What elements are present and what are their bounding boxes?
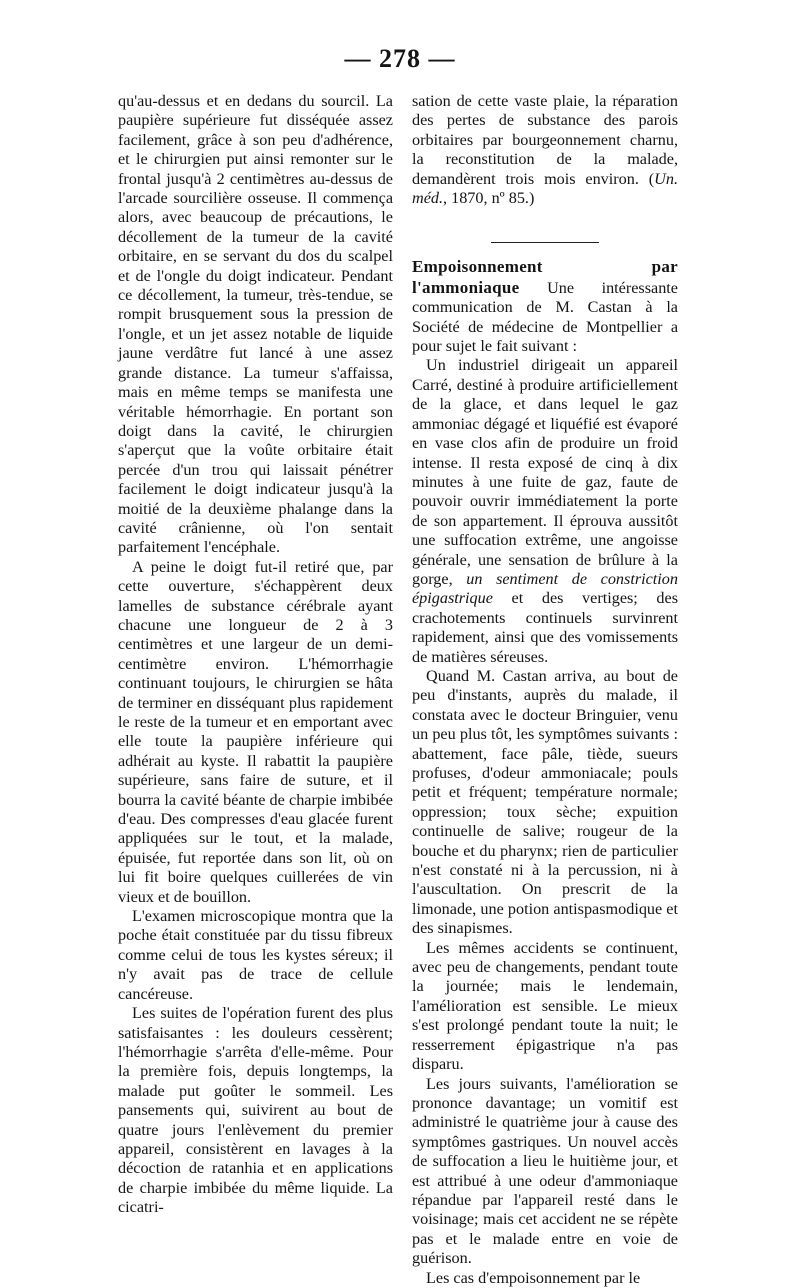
paragraph-text: et des vertiges; des crachotements continuels survinrent rapidement, ainsi que des vomissements de matières séreuses.: [412, 589, 678, 666]
page-number: — 278 —: [344, 44, 456, 73]
paragraph: Les jours suivants, l'amélioration se prononce davantage; un vomitif est administré le quatrième jour à cause des symptômes gastriques. Un nouvel accès de suffocation a lieu le huitième jour, et est attribué à une odeur d'ammoniaque répandue par l'appareil resté dans le voisinage; mais cet accident ne se répète pas et le malade entre en voie de guérison.: [412, 1074, 678, 1268]
paragraph: L'examen microscopique montra que la poche était constituée par du tissu fibreux comme celui de tous les kystes séreux; il n'y avait pas de trace de cellule cancéreuse.: [118, 907, 393, 1003]
left-column: [118, 92, 393, 1218]
paragraph: [412, 92, 678, 208]
italic-phrase: un sentiment de constriction épigastrique: [412, 569, 678, 608]
paragraph-text: sation de cette vaste plaie, la réparation des pertes de substance des parois orbitaires par bourgeonnement charnu, la reconstitution de la malade, demandèrent trois mois environ. (: [412, 92, 678, 188]
paragraph-text: Un industriel dirigeait un appareil Carré, destiné à produire artificiellement de la glace, et dans lequel le gaz ammoniac dégagé et liquéfié est évaporé en vase clos afin de produire un froid intense. Il resta exposé de cinq à dix minutes à une fuite de gaz, faute de pouvoir ouvrir immédiatement la porte de son appartement. Il éprouva aussitôt une suffocation extrême, une angoisse générale, une sensation de brûlure à la gorge,: [412, 356, 678, 588]
citation-ref: , 1870, nº 85.): [443, 189, 535, 208]
paragraph: Les cas d'empoisonnement par le: [426, 1268, 641, 1287]
section-intro: [412, 257, 678, 356]
paragraph: [412, 356, 678, 667]
paragraph-text: Une intéressante communication de M. Castan à la Société de médecine de Montpellier a pour sujet le fait suivant :: [412, 278, 678, 356]
paragraph: A peine le doigt fut-il retiré que, par cette ouverture, s'échappèrent deux lamelles de substance cérébrale ayant chacune une longueur de 2 à 3 centimètres et une largeur de un demi-centimètre environ. L'hémorrhagie continuant toujours, le chirurgien se hâta de terminer en disséquant plus rapidement le reste de la tumeur et en emportant avec elle toute la paupière inférieure qui adhérait au kyste. Il rabattit la paupière supérieure, sans faire de suture, et il bourra la cavité béante de charpie imbibée d'eau. Des compresses d'eau glacée furent appliquées sur le tout, et la malade, épuisée, fut reportée dans son lit, où on lui fit boire quelques cuillerées de vin vieux et de bouillon.: [118, 557, 393, 906]
paragraph: Les mêmes accidents se continuent, avec peu de changements, pendant toute la journée; mais le lendemain, l'amélioration est sensible. Le mieux s'est prolongé pendant toute la nuit; le resserrement épigastrique n'a pas disparu.: [412, 938, 678, 1074]
section-headline: Empoisonnement par l'ammoniaque: [412, 257, 678, 297]
citation-journal: Un. méd.: [412, 169, 678, 208]
paragraph: Quand M. Castan arriva, au bout de peu d'instants, auprès du malade, il constata avec le docteur Bringuier, venu un peu plus tôt, les symptômes suivants : abattement, face pâle, tiède, sueurs profuses, d'odeur ammoniacale; pouls petit et fréquent; température normale; oppression; toux sèche; expuition continuelle de salive; rougeur de la bouche et du pharynx; rien de particulier n'est constaté ni à la percussion, ni à l'auscultation. On prescrit de la limonade, une potion antispasmodique et des sinapismes.: [412, 666, 678, 938]
paragraph: qu'au-dessus et en dedans du sourcil. La paupière supérieure fut disséquée assez facilement, grâce à son peu d'adhérence, et le chirurgien put ainsi remonter sur le frontal jusqu'à 2 centimètres au-dessus de l'arcade sourcilière osseuse. Il commença alors, avec beaucoup de précautions, le décollement de la tumeur de la cavité orbitaire, en se servant du dos du scalpel et de l'ongle du doigt indicateur. Pendant ce décollement, la tumeur, très-tendue, se rompit brusquement sous la pression de l'ongle, et un jet assez notable de liquide jaune verdâtre fut lancé à une assez grande distance. La tumeur s'affaissa, mais en même temps se manifesta une véritable hémorrhagie. En portant son doigt dans la cavité, le chirurgien s'aperçut que la voûte orbitaire était percée d'un trou qui laissait pénétrer facilement le doigt indicateur jusqu'à la moitié de la deuxième phalange dans la cavité crânienne, où l'on sentait parfaitement l'encéphale.: [118, 92, 393, 557]
paragraph: Les suites de l'opération furent des plus satisfaisantes : les douleurs cessèrent; l'hémorrhagie s'arrêta d'elle-même. Pour la première fois, depuis longtemps, la malade put goûter le sommeil. Les pansements qui, suivirent au bout de quatre jours l'enlèvement du premier appareil, consistèrent en lavages à la décoction de ratanhia et en applications de charpie imbibée du même liquide. La cicatri-: [118, 1004, 393, 1217]
section-divider: [491, 242, 599, 243]
right-column: [412, 92, 678, 1288]
